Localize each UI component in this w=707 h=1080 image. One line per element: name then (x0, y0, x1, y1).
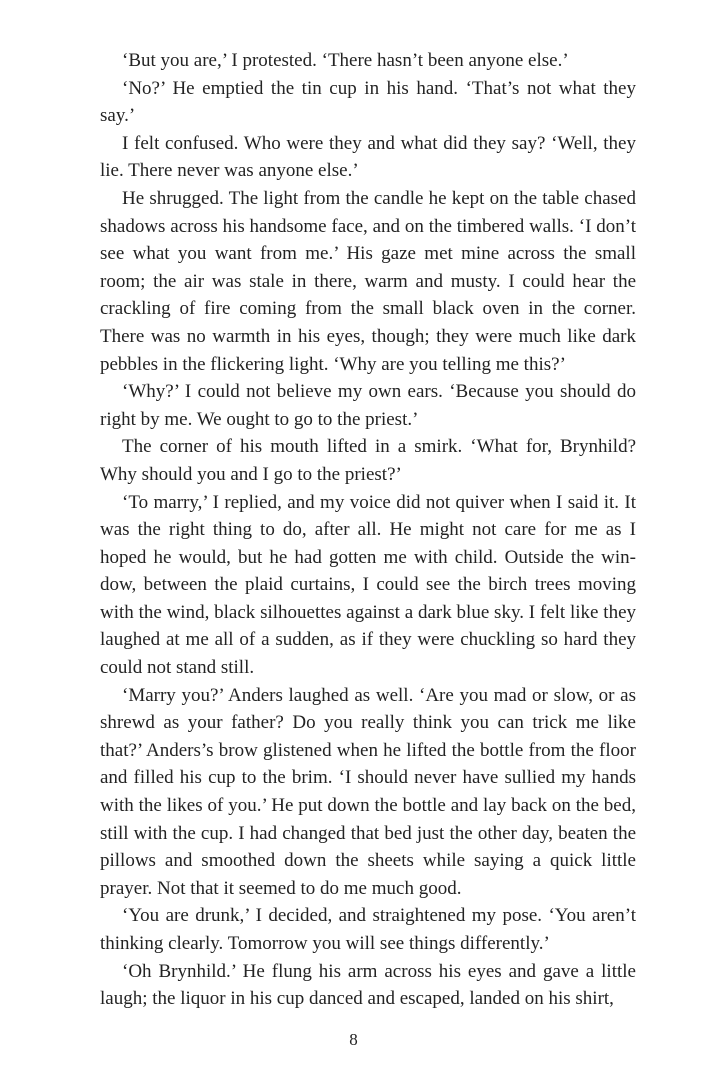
paragraph: ‘But you are,’ I protested. ‘There hasn’t been anyone else.’ (122, 50, 569, 71)
paragraph: ‘No?’ He emptied the tin cup in his hand. ‘That’s not what they say.’ (100, 77, 636, 127)
paragraph: ‘Oh Brynhild.’ He flung his arm across his eyes and gave a little laugh; the liquor in his cup danced and escaped, landed on his shirt, (100, 960, 636, 1010)
paragraph: The corner of his mouth lifted in a smirk. ‘What for, Brynhild? Why should you and I go to the priest?’ (100, 436, 636, 485)
paragraph: He shrugged. The light from the candle he kept on the table chased shadows across his handsome face, and on the timbered walls. ‘I don’t see what you want from me.’ His gaze met mine across the small room; the air was stale in there, warm and musty. I could hear the crackling of fire coming from the small black oven in the corner. There was no warmth in his eyes, though; they were much like dark pebbles in the flickering light. ‘Why are you telling me this?’ (100, 187, 636, 375)
paragraph: ‘To marry,’ I replied, and my voice did not quiver when I said it. It was the right thing to do, after all. He might not care for me as I hoped he would, but he had gotten me with child. Outside the window, between the plaid curtains, I could see the birch trees moving with the wind, black silhouettes against a dark blue sky. I felt like they laughed at me all of a sudden, as if they were chuckling so hard they could not stand still. (100, 491, 636, 679)
body-text (100, 47, 636, 1013)
page-number: 8 (349, 1030, 358, 1049)
paragraph: ‘Why?’ I could not believe my own ears. ‘Because you should do right by me. We ought to go to the priest.’ (100, 381, 636, 430)
paragraph: ‘Marry you?’ Anders laughed as well. ‘Are you mad or slow, or as shrewd as your father? Do you really think you can trick me like that?’ Anders’s brow glistened when he lifted the bottle from the floor and filled his cup to the brim. ‘I should never have sullied my hands with the likes of you.’ He put down the bottle and lay back on the bed, still with the cup. I had changed that bed just the other day, beaten the pillows and smoothed down the sheets while saying a quick little prayer. Not that it seemed to do me much good. (100, 684, 636, 899)
paragraph: ‘You are drunk,’ I decided, and straightened my pose. ‘You aren’t thinking clearly. Tomorrow you will see things differently.’ (100, 905, 636, 954)
paragraph: I felt confused. Who were they and what did they say? ‘Well, they lie. There never was anyone else.’ (100, 132, 636, 182)
